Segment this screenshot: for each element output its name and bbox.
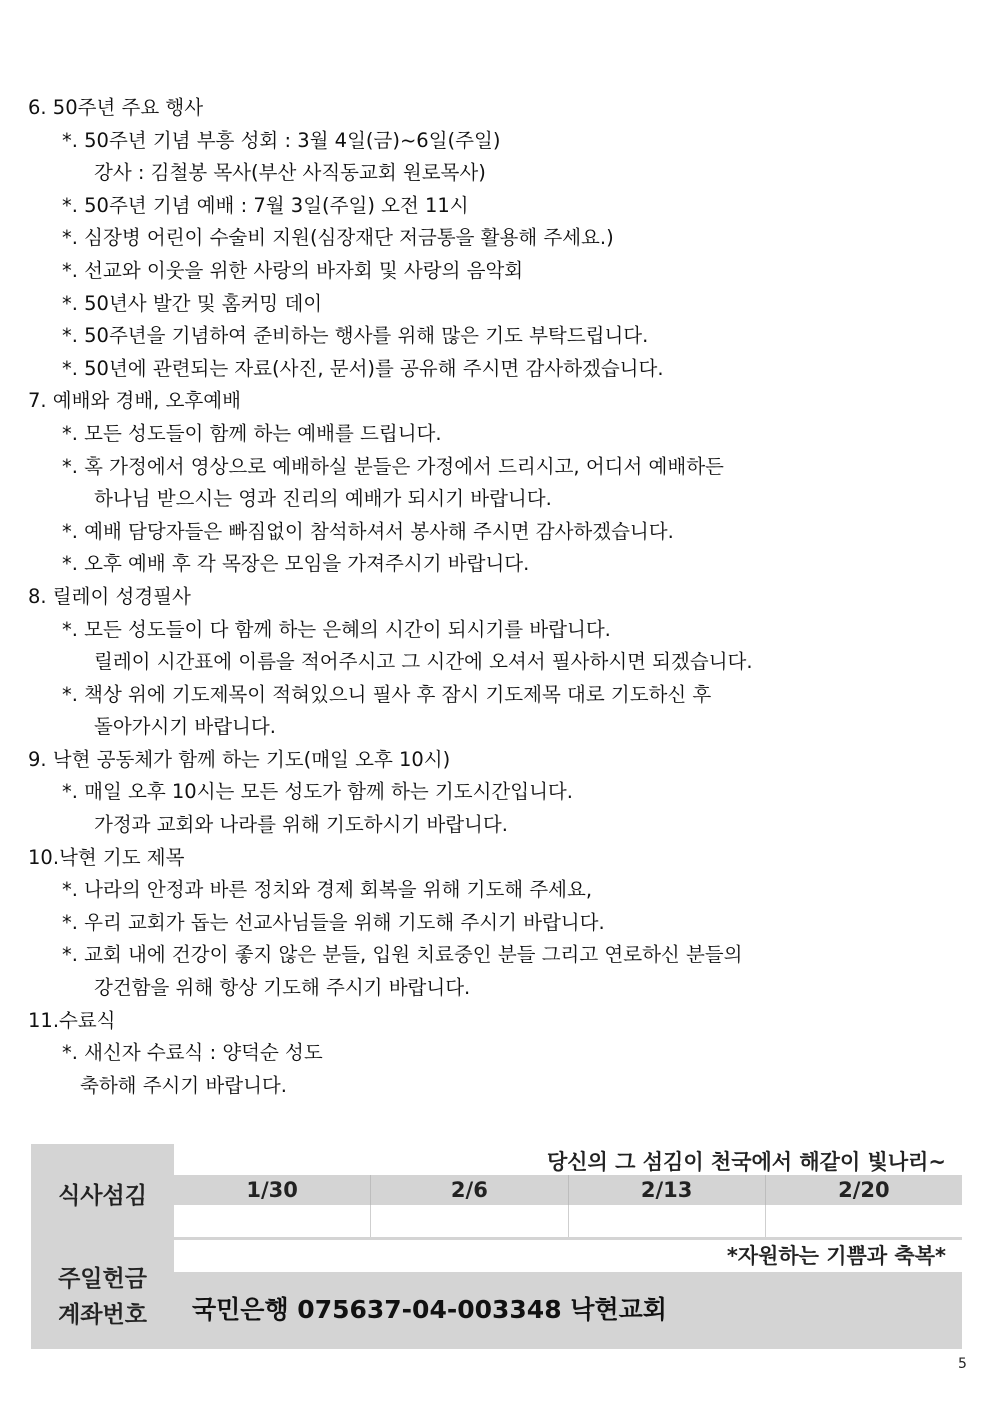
notice-line: 릴레이 시간표에 이름을 적어주시고 그 시간에 오셔서 필사하시면 되겠습니다. bbox=[94, 650, 753, 674]
meal-server-cell bbox=[174, 1205, 371, 1237]
notice-line: *. 매일 오후 10시는 모든 성도가 함께 하는 기도시간입니다. bbox=[62, 780, 573, 804]
notice-line: *. 혹 가정에서 영상으로 예배하실 분들은 가정에서 드리시고, 어디서 예배하든 bbox=[62, 454, 724, 478]
notice-line: 축하해 주시기 바랍니다. bbox=[80, 1073, 287, 1097]
notice-list bbox=[28, 92, 968, 1102]
notice-line: 강건함을 위해 항상 기도해 주시기 바랍니다. bbox=[94, 976, 471, 1000]
notice-line: *. 50주년 기념 예배 : 7월 3일(주일) 오전 11시 bbox=[62, 193, 469, 217]
notice-line: *. 모든 성도들이 다 함께 하는 은혜의 시간이 되시기를 바랍니다. bbox=[62, 617, 611, 641]
notice-heading: 9. 낙현 공동체가 함께 하는 기도(매일 오후 10시) bbox=[28, 747, 451, 771]
notice-line: *. 50주년을 기념하여 준비하는 행사를 위해 많은 기도 부탁드립니다. bbox=[62, 324, 649, 348]
meal-server-cell bbox=[569, 1205, 766, 1237]
meal-date-cell: 1/30 bbox=[174, 1175, 371, 1205]
meal-server-cell bbox=[766, 1205, 962, 1237]
notice-line: 가정과 교회와 나라를 위해 기도하시기 바랍니다. bbox=[94, 813, 508, 837]
meal-dates-row bbox=[174, 1175, 962, 1205]
notice-line: *. 새신자 수료식 : 양덕순 성도 bbox=[62, 1041, 323, 1065]
notice-line: 강사 : 김철봉 목사(부산 사직동교회 원로목사) bbox=[94, 161, 486, 185]
notice-heading: 10.낙현 기도 제목 bbox=[28, 845, 185, 869]
notice-line: *. 50년사 발간 및 홈커밍 데이 bbox=[62, 291, 323, 315]
notice-line: 돌아가시기 바랍니다. bbox=[94, 715, 276, 739]
service-motto: 당신의 그 섬김이 천국에서 해같이 빛나리~ bbox=[546, 1150, 946, 1174]
notice-line: 하나님 받으시는 영과 진리의 예배가 되시기 바랍니다. bbox=[94, 487, 552, 511]
notice-line: *. 책상 위에 기도제목이 적혀있으니 필사 후 잠시 기도제목 대로 기도하신 후 bbox=[62, 682, 712, 706]
offering-note: *자원하는 기쁨과 축복* bbox=[726, 1244, 946, 1268]
meal-date-cell: 2/6 bbox=[371, 1175, 568, 1205]
notice-line: *. 우리 교회가 돕는 선교사님들을 위해 기도해 주시기 바랍니다. bbox=[62, 910, 605, 934]
notice-line: *. 나라의 안정과 바른 정치와 경제 회복을 위해 기도해 주세요, bbox=[62, 878, 593, 902]
notice-line: *. 오후 예배 후 각 목장은 모임을 가져주시기 바랍니다. bbox=[62, 552, 530, 576]
meal-servers-row bbox=[174, 1205, 962, 1237]
meal-service-label: 식사섬김 bbox=[58, 1183, 147, 1209]
page-number: 5 bbox=[958, 1356, 967, 1372]
offering-note-band bbox=[174, 1240, 962, 1272]
notice-line: *. 선교와 이웃을 위한 사랑의 바자회 및 사랑의 음악회 bbox=[62, 258, 524, 282]
service-info-box bbox=[31, 1144, 962, 1349]
meal-date-cell: 2/20 bbox=[838, 1178, 890, 1202]
notice-line: *. 50년에 관련되는 자료(사진, 문서)를 공유해 주시면 감사하겠습니다. bbox=[62, 356, 664, 380]
account-label: 계좌번호 bbox=[58, 1302, 147, 1328]
offering-label: 주일헌금 bbox=[58, 1266, 147, 1292]
notice-line: *. 모든 성도들이 함께 하는 예배를 드립니다. bbox=[62, 421, 442, 445]
bank-account: 국민은행 075637-04-003348 낙현교회 bbox=[192, 1295, 667, 1324]
meal-date-cell: 2/13 bbox=[569, 1175, 766, 1205]
notice-line: *. 교회 내에 건강이 좋지 않은 분들, 입원 치료중인 분들 그리고 연로하신 분들의 bbox=[62, 943, 743, 967]
notice-line: *. 예배 담당자들은 빠짐없이 참석하셔서 봉사해 주시면 감사하겠습니다. bbox=[62, 519, 674, 543]
notice-heading: 8. 릴레이 성경필사 bbox=[28, 584, 191, 608]
notice-heading: 7. 예배와 경배, 오후예배 bbox=[28, 389, 241, 413]
notice-line: *. 50주년 기념 부흥 성회 : 3월 4일(금)~6일(주일) bbox=[62, 128, 501, 152]
notice-heading: 11.수료식 bbox=[28, 1008, 116, 1032]
meal-server-cell bbox=[371, 1205, 568, 1237]
notice-heading: 6. 50주년 주요 행사 bbox=[28, 96, 204, 119]
notice-line: *. 심장병 어린이 수술비 지원(심장재단 저금통을 활용해 주세요.) bbox=[62, 226, 614, 250]
motto-band bbox=[174, 1144, 962, 1175]
